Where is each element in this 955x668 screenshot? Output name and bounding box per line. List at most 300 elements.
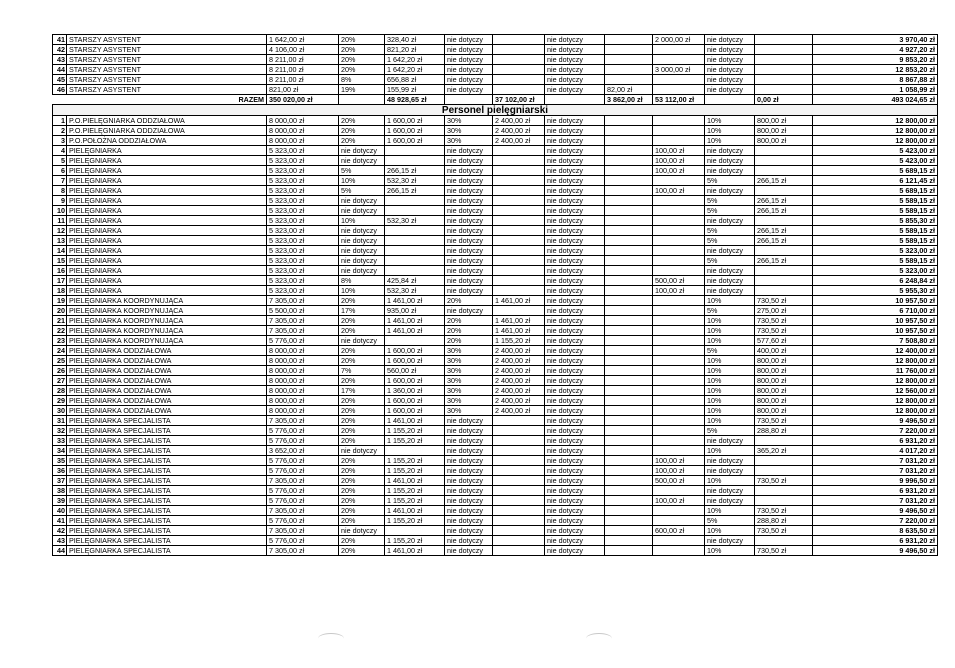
table-cell: 8 000,00 zł (267, 136, 339, 146)
table-row (53, 176, 938, 186)
table-cell: nie dotyczy (545, 246, 605, 256)
table-cell: 266,15 zł (755, 206, 813, 216)
table-cell (493, 246, 545, 256)
row-number: 11 (53, 216, 67, 226)
table-cell: nie dotyczy (545, 376, 605, 386)
table-cell: 5% (705, 516, 755, 526)
table-cell: nie dotyczy (545, 236, 605, 246)
table-cell: 2 400,00 zł (493, 116, 545, 126)
table-cell: 1 461,00 zł (385, 416, 445, 426)
table-cell: 30% (445, 136, 493, 146)
table-cell: 532,30 zł (385, 216, 445, 226)
table-cell (493, 286, 545, 296)
table-cell: nie dotyczy (339, 256, 385, 266)
table-row (53, 126, 938, 136)
table-cell (605, 296, 653, 306)
table-row (53, 226, 938, 236)
table-cell: nie dotyczy (705, 216, 755, 226)
table-cell: 5% (705, 306, 755, 316)
table-cell (653, 326, 705, 336)
row-number: 22 (53, 326, 67, 336)
table-cell: nie dotyczy (705, 246, 755, 256)
table-row (53, 416, 938, 426)
table-cell (605, 116, 653, 126)
table-cell (493, 446, 545, 456)
table-cell (653, 366, 705, 376)
table-cell: 2 400,00 zł (493, 386, 545, 396)
table-row (53, 486, 938, 496)
table-cell (605, 256, 653, 266)
table-cell (755, 35, 813, 45)
table-cell: 1 461,00 zł (385, 506, 445, 516)
position-name: PIELĘGNIARKA SPECJALISTA (67, 416, 267, 426)
table-row (53, 266, 938, 276)
table-cell: 8 000,00 zł (267, 376, 339, 386)
table-cell: 8 000,00 zł (267, 386, 339, 396)
razem-cell: 3 862,00 zł (605, 95, 653, 105)
table-cell: 20% (339, 376, 385, 386)
row-total: 8 867,88 zł (813, 75, 938, 85)
table-cell: nie dotyczy (545, 346, 605, 356)
row-number: 46 (53, 85, 67, 95)
row-total: 5 423,00 zł (813, 146, 938, 156)
table-cell: 5 323,00 zł (267, 176, 339, 186)
table-cell: nie dotyczy (705, 166, 755, 176)
table-cell: nie dotyczy (545, 256, 605, 266)
table-cell: 5 776,00 zł (267, 456, 339, 466)
top-table-body (53, 35, 938, 95)
table-cell: 5% (339, 186, 385, 196)
row-total: 5 589,15 zł (813, 256, 938, 266)
table-cell: 20% (339, 396, 385, 406)
table-cell: 7 305,00 zł (267, 316, 339, 326)
table-cell: 20% (339, 116, 385, 126)
table-cell (493, 156, 545, 166)
row-total: 9 496,50 zł (813, 506, 938, 516)
table-row (53, 386, 938, 396)
table-cell (493, 146, 545, 156)
table-cell: 1 600,00 zł (385, 116, 445, 126)
table-cell: 1 461,00 zł (385, 476, 445, 486)
table-cell (385, 236, 445, 246)
table-cell: nie dotyczy (445, 416, 493, 426)
table-cell (653, 416, 705, 426)
row-total: 5 689,15 zł (813, 186, 938, 196)
table-cell: 20% (445, 296, 493, 306)
table-cell: nie dotyczy (545, 196, 605, 206)
table-cell: 800,00 zł (755, 356, 813, 366)
table-cell: nie dotyczy (545, 276, 605, 286)
table-cell: 10% (705, 386, 755, 396)
table-cell: 730,50 zł (755, 546, 813, 556)
table-cell: 1 155,20 zł (385, 536, 445, 546)
table-cell (605, 516, 653, 526)
table-cell (605, 286, 653, 296)
table-cell: 20% (339, 456, 385, 466)
table-cell: nie dotyczy (545, 406, 605, 416)
row-total: 5 689,15 zł (813, 166, 938, 176)
table-cell: 288,80 zł (755, 426, 813, 436)
table-cell: 2 400,00 zł (493, 346, 545, 356)
table-cell: 1 155,20 zł (493, 336, 545, 346)
position-name: PIELĘGNIARKA (67, 176, 267, 186)
table-cell: 5 323,00 zł (267, 166, 339, 176)
table-cell (755, 65, 813, 75)
table-cell: nie dotyczy (445, 236, 493, 246)
table-cell: 730,50 zł (755, 326, 813, 336)
table-cell (493, 546, 545, 556)
position-name: PIELĘGNIARKA SPECJALISTA (67, 436, 267, 446)
table-cell: 8 211,00 zł (267, 55, 339, 65)
position-name: PIELĘGNIARKA ODDZIAŁOWA (67, 376, 267, 386)
table-cell (493, 75, 545, 85)
table-cell: 8 000,00 zł (267, 356, 339, 366)
table-cell: 5 776,00 zł (267, 336, 339, 346)
table-row (53, 506, 938, 516)
table-cell: nie dotyczy (445, 45, 493, 55)
table-cell: nie dotyczy (545, 206, 605, 216)
row-number: 44 (53, 546, 67, 556)
table-cell (605, 206, 653, 216)
row-total: 12 800,00 zł (813, 126, 938, 136)
row-number: 1 (53, 116, 67, 126)
table-cell: 5 776,00 zł (267, 486, 339, 496)
position-name: PIELĘGNIARKA (67, 196, 267, 206)
table-cell: 10% (339, 176, 385, 186)
table-cell: nie dotyczy (545, 516, 605, 526)
position-name: STARSZY ASYSTENT (67, 65, 267, 75)
table-cell: nie dotyczy (545, 546, 605, 556)
table-cell (605, 326, 653, 336)
row-number: 42 (53, 526, 67, 536)
table-cell: nie dotyczy (445, 206, 493, 216)
table-cell (605, 436, 653, 446)
table-cell: nie dotyczy (545, 456, 605, 466)
table-cell: nie dotyczy (445, 35, 493, 45)
table-cell (605, 446, 653, 456)
table-cell: 800,00 zł (755, 376, 813, 386)
table-cell: 20% (339, 416, 385, 426)
position-name: PIELĘGNIARKA (67, 206, 267, 216)
table-cell: nie dotyczy (545, 366, 605, 376)
row-number: 43 (53, 536, 67, 546)
row-number: 9 (53, 196, 67, 206)
table-cell: nie dotyczy (705, 75, 755, 85)
table-cell: nie dotyczy (545, 65, 605, 75)
table-cell (605, 356, 653, 366)
table-cell (605, 336, 653, 346)
table-cell: 20% (445, 326, 493, 336)
table-row (53, 246, 938, 256)
table-cell (653, 436, 705, 446)
row-total: 10 957,50 zł (813, 316, 938, 326)
table-cell: 560,00 zł (385, 366, 445, 376)
table-cell: 821,20 zł (385, 45, 445, 55)
row-total: 12 800,00 zł (813, 376, 938, 386)
table-cell: 656,88 zł (385, 75, 445, 85)
row-number: 45 (53, 75, 67, 85)
table-cell (605, 246, 653, 256)
position-name: PIELĘGNIARKA ODDZIAŁOWA (67, 406, 267, 416)
position-name: STARSZY ASYSTENT (67, 45, 267, 55)
table-cell (653, 376, 705, 386)
table-cell (605, 176, 653, 186)
table-cell: nie dotyczy (545, 316, 605, 326)
table-row (53, 65, 938, 75)
table-cell (493, 176, 545, 186)
table-cell (653, 306, 705, 316)
table-cell (605, 406, 653, 416)
table-cell: 8 000,00 zł (267, 366, 339, 376)
row-number: 15 (53, 256, 67, 266)
table-cell (493, 306, 545, 316)
table-cell (605, 236, 653, 246)
table-cell (385, 336, 445, 346)
table-cell: nie dotyczy (705, 536, 755, 546)
position-name: PIELĘGNIARKA (67, 266, 267, 276)
position-name: PIELĘGNIARKA (67, 166, 267, 176)
table-cell (605, 476, 653, 486)
table-cell: 10% (705, 296, 755, 306)
table-cell: 800,00 zł (755, 386, 813, 396)
table-row (53, 536, 938, 546)
table-row (53, 436, 938, 446)
table-cell: nie dotyczy (445, 65, 493, 75)
table-cell (653, 216, 705, 226)
table-cell: nie dotyczy (545, 266, 605, 276)
table-cell (605, 156, 653, 166)
table-cell (653, 296, 705, 306)
table-cell: nie dotyczy (705, 65, 755, 75)
table-cell (605, 126, 653, 136)
position-name: PIELĘGNIARKA ODDZIAŁOWA (67, 386, 267, 396)
row-total: 7 220,00 zł (813, 516, 938, 526)
table-cell: 821,00 zł (267, 85, 339, 95)
table-cell: 730,50 zł (755, 526, 813, 536)
table-cell: 20% (339, 406, 385, 416)
row-total: 5 589,15 zł (813, 196, 938, 206)
table-cell: 8 211,00 zł (267, 65, 339, 75)
table-cell: 155,99 zł (385, 85, 445, 95)
table-cell: nie dotyczy (545, 496, 605, 506)
row-total: 10 957,50 zł (813, 326, 938, 336)
table-cell: nie dotyczy (545, 55, 605, 65)
table-cell (755, 186, 813, 196)
table-cell (653, 346, 705, 356)
row-number: 40 (53, 506, 67, 516)
table-cell: nie dotyczy (545, 216, 605, 226)
table-cell: nie dotyczy (705, 186, 755, 196)
table-cell: nie dotyczy (545, 536, 605, 546)
table-cell: nie dotyczy (705, 266, 755, 276)
razem-row (53, 95, 938, 105)
table-cell: 2 400,00 zł (493, 406, 545, 416)
row-number: 42 (53, 45, 67, 55)
table-cell: 800,00 zł (755, 366, 813, 376)
table-row (53, 136, 938, 146)
table-cell: nie dotyczy (545, 396, 605, 406)
table-cell (493, 266, 545, 276)
row-number: 43 (53, 55, 67, 65)
table-cell: nie dotyczy (545, 166, 605, 176)
table-cell: 1 600,00 zł (385, 136, 445, 146)
table-cell: nie dotyczy (445, 216, 493, 226)
table-cell: 1 155,20 zł (385, 466, 445, 476)
razem-body (53, 95, 938, 116)
table-cell (493, 426, 545, 436)
table-cell: nie dotyczy (445, 466, 493, 476)
table-cell (605, 266, 653, 276)
table-cell: 20% (339, 496, 385, 506)
position-name: PIELĘGNIARKA SPECJALISTA (67, 446, 267, 456)
row-number: 41 (53, 35, 67, 45)
table-cell: 8 000,00 zł (267, 346, 339, 356)
table-cell (493, 416, 545, 426)
table-cell: 532,30 zł (385, 176, 445, 186)
table-cell: nie dotyczy (445, 436, 493, 446)
row-number: 28 (53, 386, 67, 396)
table-cell: 10% (705, 116, 755, 126)
table-row (53, 186, 938, 196)
table-cell: nie dotyczy (445, 286, 493, 296)
table-row (53, 376, 938, 386)
table-cell (755, 75, 813, 85)
table-cell: nie dotyczy (705, 276, 755, 286)
table-cell: 17% (339, 306, 385, 316)
row-number: 3 (53, 136, 67, 146)
table-cell: nie dotyczy (339, 196, 385, 206)
table-cell: 365,20 zł (755, 446, 813, 456)
table-cell: 10% (705, 336, 755, 346)
row-total: 6 710,00 zł (813, 306, 938, 316)
table-cell (605, 75, 653, 85)
table-cell: 1 600,00 zł (385, 376, 445, 386)
table-cell: nie dotyczy (705, 456, 755, 466)
table-cell: nie dotyczy (445, 186, 493, 196)
position-name: PIELĘGNIARKA SPECJALISTA (67, 546, 267, 556)
table-cell: nie dotyczy (445, 55, 493, 65)
table-cell: 30% (445, 356, 493, 366)
table-cell: 10% (705, 506, 755, 516)
table-cell (653, 426, 705, 436)
table-cell: 1 461,00 zł (385, 326, 445, 336)
table-cell (605, 526, 653, 536)
position-name: P.O.PIELĘGNIARKA ODDZIAŁOWA (67, 116, 267, 126)
table-cell (605, 496, 653, 506)
table-cell: 500,00 zł (653, 476, 705, 486)
table-cell (653, 256, 705, 266)
table-cell (385, 146, 445, 156)
table-cell: nie dotyczy (545, 436, 605, 446)
table-cell (493, 55, 545, 65)
table-cell (653, 336, 705, 346)
table-cell: 20% (339, 136, 385, 146)
table-cell (605, 186, 653, 196)
table-cell: 1 155,20 zł (385, 436, 445, 446)
table-cell: nie dotyczy (705, 35, 755, 45)
table-cell (605, 546, 653, 556)
row-number: 44 (53, 65, 67, 75)
table-cell: 730,50 zł (755, 416, 813, 426)
table-cell: 8 000,00 zł (267, 126, 339, 136)
table-cell: nie dotyczy (339, 146, 385, 156)
bottom-table-body (53, 116, 938, 556)
table-cell: 1 461,00 zł (385, 296, 445, 306)
row-total: 7 031,20 zł (813, 466, 938, 476)
table-cell: 1 461,00 zł (493, 316, 545, 326)
table-cell: nie dotyczy (545, 176, 605, 186)
table-cell: 10% (705, 406, 755, 416)
table-cell: 20% (339, 486, 385, 496)
table-cell: 266,15 zł (755, 176, 813, 186)
table-cell: 266,15 zł (385, 166, 445, 176)
row-total: 7 508,80 zł (813, 336, 938, 346)
table-cell: 266,15 zł (385, 186, 445, 196)
table-cell: 5 323,00 zł (267, 186, 339, 196)
row-number: 16 (53, 266, 67, 276)
table-cell: 19% (339, 85, 385, 95)
table-cell (755, 156, 813, 166)
table-cell: nie dotyczy (545, 226, 605, 236)
table-cell (653, 516, 705, 526)
position-name: PIELĘGNIARKA (67, 256, 267, 266)
row-total: 12 800,00 zł (813, 136, 938, 146)
table-cell (605, 226, 653, 236)
table-row (53, 366, 938, 376)
table-cell: nie dotyczy (545, 116, 605, 126)
position-name: PIELĘGNIARKA KOORDYNUJĄCA (67, 306, 267, 316)
row-number: 25 (53, 356, 67, 366)
table-cell: nie dotyczy (705, 486, 755, 496)
table-cell (653, 316, 705, 326)
section-header-row (53, 105, 938, 116)
table-cell: 17% (339, 386, 385, 396)
table-row (53, 286, 938, 296)
table-row (53, 296, 938, 306)
table-cell: 5% (705, 256, 755, 266)
table-cell: nie dotyczy (545, 466, 605, 476)
table-cell: 10% (705, 546, 755, 556)
row-total: 5 589,15 zł (813, 206, 938, 216)
table-cell: 935,00 zł (385, 306, 445, 316)
table-cell (385, 246, 445, 256)
table-cell: 100,00 zł (653, 496, 705, 506)
table-row (53, 45, 938, 55)
table-cell (605, 486, 653, 496)
table-cell: 5% (705, 176, 755, 186)
table-cell: 5 323,00 zł (267, 196, 339, 206)
table-cell: nie dotyczy (705, 496, 755, 506)
table-row (53, 396, 938, 406)
table-cell: 100,00 zł (653, 146, 705, 156)
table-cell: 10% (705, 526, 755, 536)
table-cell: nie dotyczy (545, 286, 605, 296)
table-cell: 20% (339, 326, 385, 336)
table-row (53, 476, 938, 486)
table-cell: 30% (445, 126, 493, 136)
table-row (53, 156, 938, 166)
table-cell: nie dotyczy (545, 296, 605, 306)
table-cell: 600,00 zł (653, 526, 705, 536)
scan-artifact (318, 633, 344, 644)
table-cell (653, 85, 705, 95)
table-cell: 3 000,00 zł (653, 65, 705, 75)
table-cell (385, 196, 445, 206)
table-cell (653, 75, 705, 85)
row-number: 8 (53, 186, 67, 196)
table-cell: 30% (445, 406, 493, 416)
table-cell: nie dotyczy (445, 166, 493, 176)
